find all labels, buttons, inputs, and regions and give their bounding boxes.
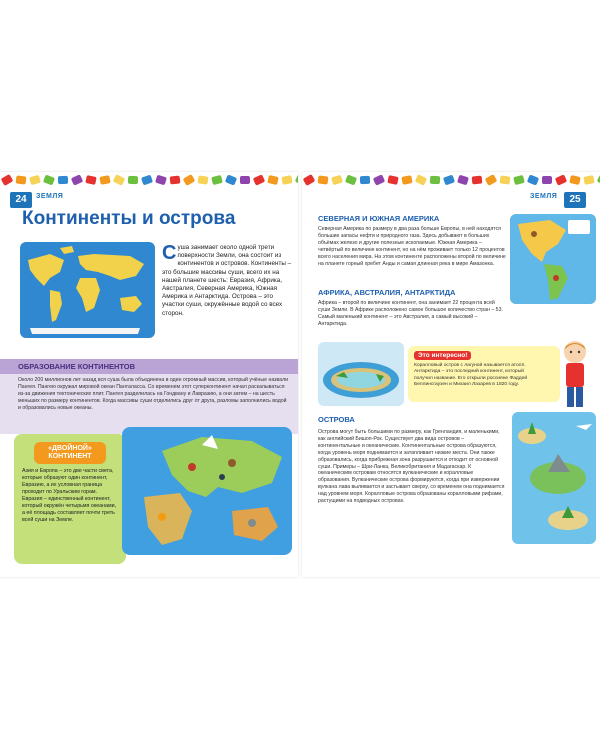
drop-cap: С (162, 242, 177, 264)
fun-fact-box (408, 346, 560, 402)
strip-decoration (128, 176, 138, 185)
formation-section (0, 359, 298, 434)
strip-decoration (99, 175, 110, 185)
strip-decoration (113, 174, 125, 186)
america-text: Северная Америка по размеру в два раза больше Европы, в ней находятся большие запасы нефти и природного газа. Здесь добывают в больших объёмах железо и другие полезные ископаемые. Южная Америка – четвёртый по величине континент, но на нём проживает только 12 процентов всего населения мира. На этом континенте расположены второй по величине на планете горный хребет Анды и самая длинная река в мире Амазонка. (318, 226, 506, 267)
strip-decoration (170, 175, 181, 184)
formation-heading: ОБРАЗОВАНИЕ КОНТИНЕНТОВ (18, 362, 136, 371)
strip-decoration (513, 175, 525, 185)
fun-fact-tag: Это интересно! (414, 351, 471, 360)
decorative-strip (0, 172, 298, 194)
page-number: 25 (564, 192, 586, 208)
strip-decoration (29, 175, 41, 185)
strip-decoration (430, 176, 440, 185)
strip-decoration (253, 174, 265, 185)
strip-decoration (499, 175, 510, 184)
strip-decoration (155, 175, 167, 186)
america-heading: СЕВЕРНАЯ И ЮЖНАЯ АМЕРИКА (318, 214, 440, 223)
strip-decoration (225, 174, 237, 185)
strip-decoration (583, 175, 594, 185)
formation-text: Около 200 миллионов лет назад вся суша была объединена в один огромный массив, который учёные назвали Пангея. Пангею окружал мировой океан Панталасса. Со временем этот суперконтинент начал раскалываться из-за движения тектонических плит. Пангея разделилась на Гондвану и Лавразию, а они затем – на шесть меньших по размеру континентов. Когда массивы суши отделились друг от друга, разломы заполнились водой и образовались новые океаны. (18, 377, 289, 411)
strip-decoration (542, 176, 552, 184)
strip-decoration (485, 174, 498, 186)
strip-decoration (303, 174, 316, 186)
right-page (302, 172, 600, 577)
strip-decoration (183, 174, 196, 186)
atoll-illustration (318, 342, 404, 406)
fun-fact-list (414, 363, 534, 388)
islands-heading: ОСТРОВА (318, 415, 355, 424)
strip-decoration (58, 176, 68, 184)
intro-text: уша занимает около одной трети поверхности Земли, она состоит из континентов и островов. Континенты – это большие массивы суши, всего их на нашей планете шесть: Евразия, Африка, Австралия, Северная Америка, Южная Америка и Антарктида. Острова – это участки суши, окружённые водой со всех сторон. (162, 244, 292, 317)
strip-decoration (345, 174, 357, 185)
strip-decoration (373, 174, 385, 185)
boy-character-illustration (556, 338, 594, 412)
strip-decoration (527, 174, 539, 185)
strip-decoration (331, 175, 343, 185)
fun-fact-item: Антарктида – это последний континент, который получил название. Его открыли россияне Фаддей Беллинсгаузен и Михаил Лазарев в 1820 году. (414, 369, 528, 387)
double-continent-title: «ДВОЙНОЙ» КОНТИНЕНТ (34, 442, 106, 464)
page-title: Континенты и острова (22, 208, 236, 229)
islands-illustration (512, 412, 596, 544)
strip-decoration (472, 175, 483, 184)
left-page (0, 172, 298, 577)
formation-header (0, 359, 298, 374)
intro-paragraph (162, 244, 294, 318)
section-label: ЗЕМЛЯ (36, 193, 64, 200)
africa-text: Африка – второй по величине континент, она занимает 22 процента всей суши Земли. В Африке расположено самое большое количество стран – 53. Самый маленький континент – это Австралия, а самый высокий – Антарктида. (318, 300, 503, 327)
section-label: ЗЕМЛЯ (530, 193, 558, 200)
double-continent-box (14, 434, 126, 564)
world-map-illustration (20, 242, 155, 338)
strip-decoration (360, 176, 370, 184)
strip-decoration (295, 174, 298, 186)
strip-decoration (197, 175, 208, 184)
strip-decoration (555, 174, 567, 185)
strip-decoration (211, 175, 223, 185)
strip-decoration (443, 175, 455, 186)
strip-decoration (85, 175, 96, 185)
page-number: 24 (10, 192, 32, 208)
strip-decoration (141, 175, 153, 186)
strip-decoration (43, 174, 55, 185)
fun-fact-item: Коралловый остров с лагуной называется атолл. (414, 363, 526, 368)
decorative-strip (302, 172, 600, 194)
strip-decoration (318, 175, 329, 184)
africa-heading: АФРИКА, АВСТРАЛИЯ, АНТАРКТИДА (318, 288, 456, 297)
strip-decoration (387, 175, 398, 185)
strip-decoration (569, 175, 581, 185)
strip-decoration (16, 175, 27, 184)
strip-decoration (415, 174, 427, 186)
strip-decoration (240, 176, 250, 184)
double-continent-text: Азия и Европа – это две части света, которые образуют один континент, Евразию, а их условная граница проходит по Уральским горам. Евразия – единственный континент, который окружён четырьмя океанами, а её площадь составляет почти треть всей суши на Земле. (22, 468, 117, 523)
animal-map-illustration (122, 427, 292, 555)
strip-decoration (281, 175, 292, 185)
strip-decoration (71, 174, 83, 185)
strip-decoration (457, 175, 469, 186)
strip-decoration (267, 175, 279, 185)
americas-map-illustration (510, 214, 596, 304)
strip-decoration (1, 174, 14, 186)
islands-text: Острова могут быть большими по размеру, как Гренландия, и маленькими, как английский Бишоп-Рок. Существует два вида островов – континентальные и океанические. Континентальные острова образуются, когда уровень моря поднимается и затапливает низкие места. Они также образовались, когда прибрежная зона разрушается и отходит от основной суши. Примеры – Шри-Ланка, Великобритания и Мадагаскар. К океаническим островам относятся вулканические и коралловые образования. Вулканические острова формируются, когда при извержении вулкана лава выливается и застывает сверху, со временем она поднимается над уровнем моря. Коралловые острова образованы коралловыми рифами, растущими на подводных островах. (318, 429, 505, 505)
strip-decoration (401, 175, 412, 185)
